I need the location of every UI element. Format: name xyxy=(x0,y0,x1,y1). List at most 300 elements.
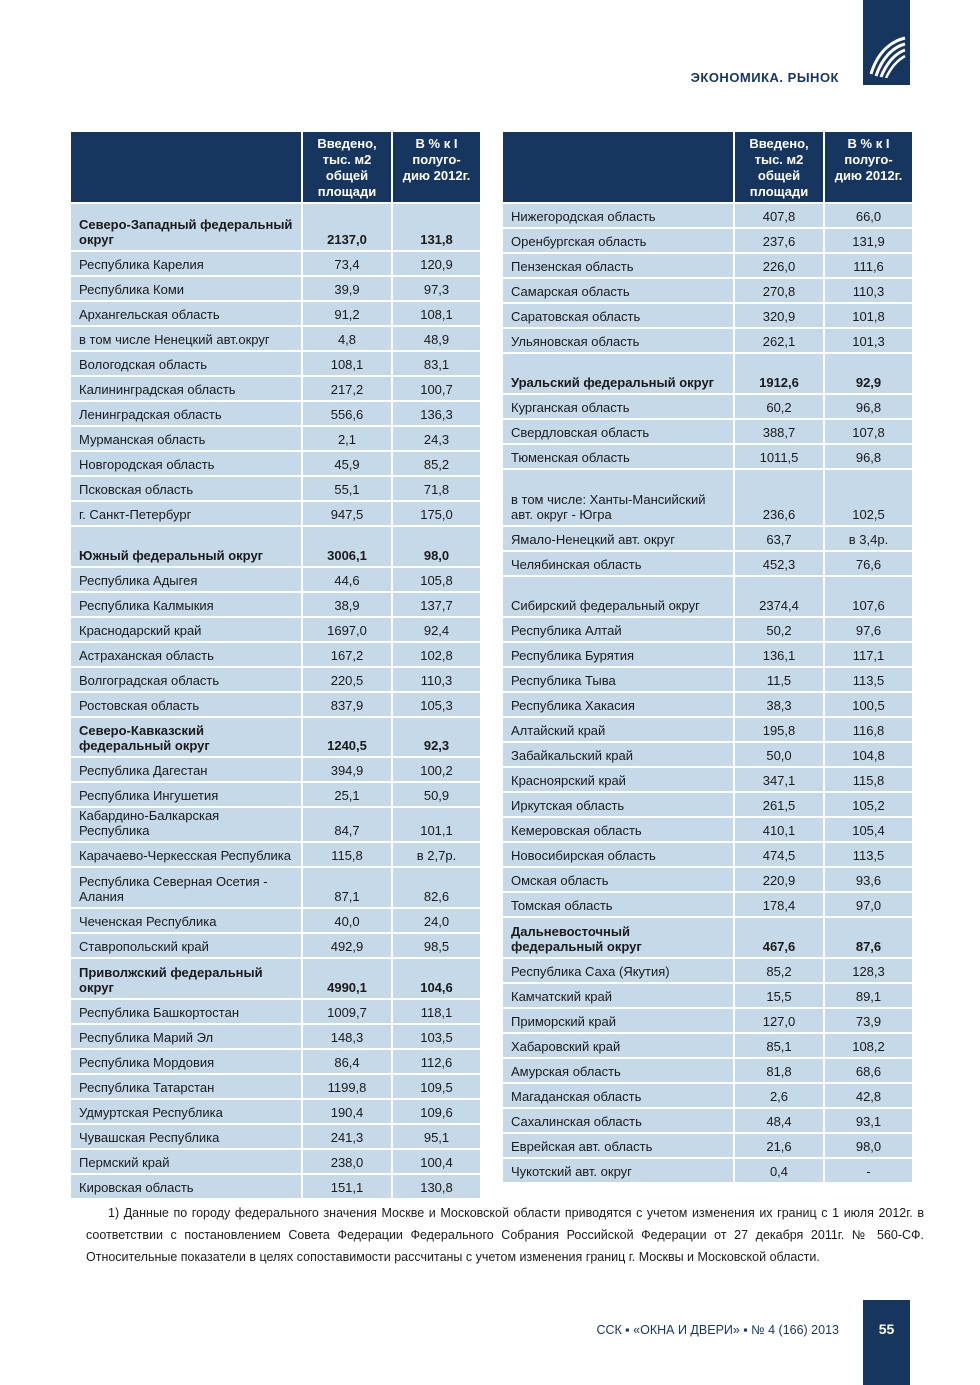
percent-cell: 103,5 xyxy=(393,1025,482,1050)
table-row xyxy=(503,718,914,743)
region-cell: Республика Марий Эл xyxy=(71,1025,303,1050)
table-row xyxy=(503,470,914,527)
region-cell: Республика Калмыкия xyxy=(71,593,303,618)
percent-cell: 108,2 xyxy=(825,1034,914,1059)
region-cell: в том числе: Ханты-Мансийский авт. округ - Югра xyxy=(503,470,735,527)
table-row xyxy=(503,818,914,843)
percent-cell: 109,5 xyxy=(393,1075,482,1100)
percent-cell: 93,6 xyxy=(825,868,914,893)
region-cell: Алтайский край xyxy=(503,718,735,743)
region-cell: Республика Карелия xyxy=(71,252,303,277)
region-cell: Омская область xyxy=(503,868,735,893)
region-cell: Кабардино-Балкарская Республика xyxy=(71,808,303,843)
percent-cell: 130,8 xyxy=(393,1175,482,1200)
region-cell: Карачаево-Черкесская Республика xyxy=(71,843,303,868)
built-cell: 136,1 xyxy=(735,643,825,668)
built-cell: 2374,4 xyxy=(735,577,825,618)
table-row xyxy=(503,527,914,552)
built-cell: 1009,7 xyxy=(303,1000,393,1025)
table-row xyxy=(71,959,482,1000)
region-cell: Республика Хакасия xyxy=(503,693,735,718)
region-cell: Иркутская область xyxy=(503,793,735,818)
table-row xyxy=(503,959,914,984)
table-row xyxy=(71,477,482,502)
built-cell: 84,7 xyxy=(303,808,393,843)
table-row xyxy=(503,893,914,918)
region-cell: Ямало-Ненецкий авт. округ xyxy=(503,527,735,552)
region-cell: Кировская область xyxy=(71,1175,303,1200)
logo xyxy=(863,0,910,85)
built-cell: 55,1 xyxy=(303,477,393,502)
percent-cell: 175,0 xyxy=(393,502,482,527)
built-cell: 1199,8 xyxy=(303,1075,393,1100)
percent-cell: 93,1 xyxy=(825,1109,914,1134)
table-row xyxy=(503,279,914,304)
percent-cell: 97,3 xyxy=(393,277,482,302)
region-cell: Приволжский федеральный округ xyxy=(71,959,303,1000)
table-row xyxy=(71,377,482,402)
region-cell: Республика Татарстан xyxy=(71,1075,303,1100)
region-cell: Чеченская Республика xyxy=(71,909,303,934)
built-cell: 837,9 xyxy=(303,693,393,718)
built-cell: 50,2 xyxy=(735,618,825,643)
footnote: 1) Данные по городу федерального значения Москве и Московской области приводятся с учетом изменения их границ с 1 июля 2012г. в соответствии с постановлением Совета Федерации Федерального Собрания Российской Федерации от 27 декабря 2011г. № 560-СФ. Относительные показатели в целях сопоставимости рассчитаны с учетом изменения границ г. Москвы и Московской области. xyxy=(86,1206,924,1264)
built-cell: 474,5 xyxy=(735,843,825,868)
table-row xyxy=(503,693,914,718)
region-cell: Хабаровский край xyxy=(503,1034,735,1059)
region-cell: Пензенская область xyxy=(503,254,735,279)
right-table xyxy=(503,132,914,1184)
built-cell: 1240,5 xyxy=(303,718,393,758)
percent-cell: 137,7 xyxy=(393,593,482,618)
table-row xyxy=(503,918,914,959)
column-header-built: Введено, тыс. м2 общей площади xyxy=(735,132,825,204)
column-header-region xyxy=(71,132,303,204)
column-header-region xyxy=(503,132,735,204)
region-cell: Астраханская область xyxy=(71,643,303,668)
built-cell: 237,6 xyxy=(735,229,825,254)
built-cell: 347,1 xyxy=(735,768,825,793)
percent-cell: 85,2 xyxy=(393,452,482,477)
table-row xyxy=(503,668,914,693)
table-row xyxy=(503,1009,914,1034)
region-cell: Ростовская область xyxy=(71,693,303,718)
percent-cell: 102,5 xyxy=(825,470,914,527)
built-cell: 63,7 xyxy=(735,527,825,552)
region-cell: Северо-Кавказский федеральный округ xyxy=(71,718,303,758)
column-header-percent: В % к I полуго-дию 2012г. xyxy=(825,132,914,204)
table-row xyxy=(503,329,914,354)
built-cell: 195,8 xyxy=(735,718,825,743)
table-row xyxy=(503,793,914,818)
region-cell: Республика Алтай xyxy=(503,618,735,643)
region-cell: Южный федеральный округ xyxy=(71,527,303,568)
built-cell: 2137,0 xyxy=(303,204,393,252)
built-cell: 410,1 xyxy=(735,818,825,843)
built-cell: 241,3 xyxy=(303,1125,393,1150)
table-row xyxy=(71,352,482,377)
table-row xyxy=(71,1025,482,1050)
region-cell: г. Санкт-Петербург xyxy=(71,502,303,527)
built-cell: 492,9 xyxy=(303,934,393,959)
table-row xyxy=(71,252,482,277)
percent-cell: 101,8 xyxy=(825,304,914,329)
table-row xyxy=(503,354,914,395)
built-cell: 108,1 xyxy=(303,352,393,377)
table-row xyxy=(503,868,914,893)
table-row xyxy=(503,984,914,1009)
table-row xyxy=(71,452,482,477)
percent-cell: 96,8 xyxy=(825,445,914,470)
built-cell: 236,6 xyxy=(735,470,825,527)
table-row xyxy=(71,427,482,452)
built-cell: 556,6 xyxy=(303,402,393,427)
built-cell: 50,0 xyxy=(735,743,825,768)
region-cell: Чукотский авт. округ xyxy=(503,1159,735,1184)
region-cell: Амурская область xyxy=(503,1059,735,1084)
region-cell: Волгоградская область xyxy=(71,668,303,693)
built-cell: 81,8 xyxy=(735,1059,825,1084)
region-cell: Республика Саха (Якутия) xyxy=(503,959,735,984)
percent-cell: 131,8 xyxy=(393,204,482,252)
built-cell: 45,9 xyxy=(303,452,393,477)
region-cell: Республика Коми xyxy=(71,277,303,302)
built-cell: 21,6 xyxy=(735,1134,825,1159)
percent-cell: 83,1 xyxy=(393,352,482,377)
built-cell: 60,2 xyxy=(735,395,825,420)
table-row xyxy=(71,909,482,934)
built-cell: 15,5 xyxy=(735,984,825,1009)
table-row xyxy=(503,768,914,793)
percent-cell: 50,9 xyxy=(393,783,482,808)
percent-cell: 100,2 xyxy=(393,758,482,783)
region-cell: Нижегородская область xyxy=(503,204,735,229)
table-row xyxy=(71,693,482,718)
percent-cell: 98,0 xyxy=(825,1134,914,1159)
built-cell: 320,9 xyxy=(735,304,825,329)
built-cell: 220,9 xyxy=(735,868,825,893)
built-cell: 262,1 xyxy=(735,329,825,354)
built-cell: 217,2 xyxy=(303,377,393,402)
table-row xyxy=(71,668,482,693)
percent-cell: 110,3 xyxy=(393,668,482,693)
table-row xyxy=(503,743,914,768)
region-cell: Ульяновская область xyxy=(503,329,735,354)
built-cell: 38,3 xyxy=(735,693,825,718)
table-row xyxy=(71,1125,482,1150)
percent-cell: 98,5 xyxy=(393,934,482,959)
built-cell: 87,1 xyxy=(303,868,393,909)
logo-swoosh-icon xyxy=(867,34,907,78)
percent-cell: 101,1 xyxy=(393,808,482,843)
percent-cell: 92,9 xyxy=(825,354,914,395)
table-row xyxy=(71,527,482,568)
table-row xyxy=(71,1100,482,1125)
percent-cell: 136,3 xyxy=(393,402,482,427)
percent-cell: 66,0 xyxy=(825,204,914,229)
built-cell: 115,8 xyxy=(303,843,393,868)
left-table xyxy=(71,132,482,1200)
built-cell: 39,9 xyxy=(303,277,393,302)
region-cell: Приморский край xyxy=(503,1009,735,1034)
built-cell: 220,5 xyxy=(303,668,393,693)
percent-cell: 71,8 xyxy=(393,477,482,502)
percent-cell: 113,5 xyxy=(825,843,914,868)
region-cell: Республика Дагестан xyxy=(71,758,303,783)
built-cell: 407,8 xyxy=(735,204,825,229)
percent-cell: 95,1 xyxy=(393,1125,482,1150)
region-cell: Ленинградская область xyxy=(71,402,303,427)
table-row xyxy=(503,1059,914,1084)
region-cell: Ставропольский край xyxy=(71,934,303,959)
percent-cell: 112,6 xyxy=(393,1050,482,1075)
percent-cell: 110,3 xyxy=(825,279,914,304)
built-cell: 25,1 xyxy=(303,783,393,808)
built-cell: 73,4 xyxy=(303,252,393,277)
table-row xyxy=(503,1134,914,1159)
percent-cell: в 3,4р. xyxy=(825,527,914,552)
percent-cell: 128,3 xyxy=(825,959,914,984)
region-cell: в том числе Ненецкий авт.округ xyxy=(71,327,303,352)
table-row xyxy=(71,277,482,302)
region-cell: Краснодарский край xyxy=(71,618,303,643)
percent-cell: 102,8 xyxy=(393,643,482,668)
region-cell: Чувашская Республика xyxy=(71,1125,303,1150)
percent-cell: 107,8 xyxy=(825,420,914,445)
built-cell: 452,3 xyxy=(735,552,825,577)
percent-cell: 118,1 xyxy=(393,1000,482,1025)
percent-cell: 107,6 xyxy=(825,577,914,618)
region-cell: Тюменская область xyxy=(503,445,735,470)
built-cell: 1912,6 xyxy=(735,354,825,395)
percent-cell: 113,5 xyxy=(825,668,914,693)
table-row xyxy=(71,593,482,618)
percent-cell: 115,8 xyxy=(825,768,914,793)
built-cell: 151,1 xyxy=(303,1175,393,1200)
percent-cell: 108,1 xyxy=(393,302,482,327)
built-cell: 226,0 xyxy=(735,254,825,279)
region-cell: Уральский федеральный округ xyxy=(503,354,735,395)
table-row xyxy=(71,618,482,643)
region-cell: Мурманская область xyxy=(71,427,303,452)
percent-cell: 82,6 xyxy=(393,868,482,909)
region-cell: Дальневосточный федеральный округ xyxy=(503,918,735,959)
table-row xyxy=(503,618,914,643)
percent-cell: 131,9 xyxy=(825,229,914,254)
table-row xyxy=(503,577,914,618)
percent-cell: 87,6 xyxy=(825,918,914,959)
region-cell: Самарская область xyxy=(503,279,735,304)
built-cell: 11,5 xyxy=(735,668,825,693)
percent-cell: 100,7 xyxy=(393,377,482,402)
table-row xyxy=(503,254,914,279)
table-row xyxy=(71,204,482,252)
percent-cell: 73,9 xyxy=(825,1009,914,1034)
percent-cell: 48,9 xyxy=(393,327,482,352)
table-row xyxy=(503,843,914,868)
table-row xyxy=(71,402,482,427)
percent-cell: 98,0 xyxy=(393,527,482,568)
table-row xyxy=(71,1175,482,1200)
table-row xyxy=(71,843,482,868)
table-row xyxy=(71,1150,482,1175)
percent-cell: 111,6 xyxy=(825,254,914,279)
percent-cell: 105,8 xyxy=(393,568,482,593)
table-row xyxy=(503,1109,914,1134)
region-cell: Новгородская область xyxy=(71,452,303,477)
region-cell: Саратовская область xyxy=(503,304,735,329)
percent-cell: 120,9 xyxy=(393,252,482,277)
built-cell: 2,1 xyxy=(303,427,393,452)
table-row xyxy=(503,204,914,229)
region-cell: Республика Тыва xyxy=(503,668,735,693)
region-cell: Архангельская область xyxy=(71,302,303,327)
built-cell: 261,5 xyxy=(735,793,825,818)
built-cell: 4,8 xyxy=(303,327,393,352)
table-row xyxy=(71,783,482,808)
percent-cell: в 2,7р. xyxy=(393,843,482,868)
built-cell: 148,3 xyxy=(303,1025,393,1050)
region-cell: Забайкальский край xyxy=(503,743,735,768)
percent-cell: 105,3 xyxy=(393,693,482,718)
table-row xyxy=(503,643,914,668)
table-row xyxy=(71,327,482,352)
region-cell: Челябинская область xyxy=(503,552,735,577)
percent-cell: 104,8 xyxy=(825,743,914,768)
table-row xyxy=(503,395,914,420)
percent-cell: 42,8 xyxy=(825,1084,914,1109)
region-cell: Оренбургская область xyxy=(503,229,735,254)
table-row xyxy=(503,552,914,577)
built-cell: 0,4 xyxy=(735,1159,825,1184)
region-cell: Курганская область xyxy=(503,395,735,420)
built-cell: 48,4 xyxy=(735,1109,825,1134)
table-row xyxy=(71,1050,482,1075)
column-header-built: Введено, тыс. м2 общей площади xyxy=(303,132,393,204)
percent-cell: 105,4 xyxy=(825,818,914,843)
table-row xyxy=(71,718,482,758)
table-row xyxy=(71,502,482,527)
built-cell: 394,9 xyxy=(303,758,393,783)
region-cell: Удмуртская Республика xyxy=(71,1100,303,1125)
table-row xyxy=(71,758,482,783)
table-row xyxy=(503,304,914,329)
percent-cell: 97,6 xyxy=(825,618,914,643)
built-cell: 4990,1 xyxy=(303,959,393,1000)
region-cell: Новосибирская область xyxy=(503,843,735,868)
built-cell: 388,7 xyxy=(735,420,825,445)
region-cell: Красноярский край xyxy=(503,768,735,793)
built-cell: 947,5 xyxy=(303,502,393,527)
built-cell: 190,4 xyxy=(303,1100,393,1125)
percent-cell: 116,8 xyxy=(825,718,914,743)
table-row xyxy=(503,1159,914,1184)
page-number: 55 xyxy=(878,1321,895,1337)
built-cell: 38,9 xyxy=(303,593,393,618)
table-row xyxy=(71,808,482,843)
built-cell: 178,4 xyxy=(735,893,825,918)
built-cell: 44,6 xyxy=(303,568,393,593)
table-row xyxy=(503,445,914,470)
table-row xyxy=(71,934,482,959)
region-cell: Магаданская область xyxy=(503,1084,735,1109)
built-cell: 40,0 xyxy=(303,909,393,934)
built-cell: 85,2 xyxy=(735,959,825,984)
table-row xyxy=(503,1084,914,1109)
region-cell: Томская область xyxy=(503,893,735,918)
region-cell: Республика Мордовия xyxy=(71,1050,303,1075)
percent-cell: 104,6 xyxy=(393,959,482,1000)
region-cell: Республика Бурятия xyxy=(503,643,735,668)
table-row xyxy=(71,868,482,909)
built-cell: 167,2 xyxy=(303,643,393,668)
percent-cell: - xyxy=(825,1159,914,1184)
table-row xyxy=(503,1034,914,1059)
table-row xyxy=(71,568,482,593)
built-cell: 1697,0 xyxy=(303,618,393,643)
region-cell: Сахалинская область xyxy=(503,1109,735,1134)
percent-cell: 105,2 xyxy=(825,793,914,818)
region-cell: Камчатский край xyxy=(503,984,735,1009)
region-cell: Вологодская область xyxy=(71,352,303,377)
percent-cell: 117,1 xyxy=(825,643,914,668)
percent-cell: 68,6 xyxy=(825,1059,914,1084)
column-header-percent: В % к I полуго-дию 2012г. xyxy=(393,132,482,204)
region-cell: Псковская область xyxy=(71,477,303,502)
region-cell: Северо-Западный федеральный округ xyxy=(71,204,303,252)
region-cell: Пермский край xyxy=(71,1150,303,1175)
percent-cell: 97,0 xyxy=(825,893,914,918)
region-cell: Сибирский федеральный округ xyxy=(503,577,735,618)
built-cell: 270,8 xyxy=(735,279,825,304)
page-number-box xyxy=(863,1300,910,1385)
percent-cell: 100,4 xyxy=(393,1150,482,1175)
region-cell: Республика Адыгея xyxy=(71,568,303,593)
region-cell: Калининградская область xyxy=(71,377,303,402)
table-row xyxy=(71,1075,482,1100)
built-cell: 91,2 xyxy=(303,302,393,327)
built-cell: 127,0 xyxy=(735,1009,825,1034)
built-cell: 467,6 xyxy=(735,918,825,959)
percent-cell: 109,6 xyxy=(393,1100,482,1125)
built-cell: 2,6 xyxy=(735,1084,825,1109)
percent-cell: 96,8 xyxy=(825,395,914,420)
percent-cell: 101,3 xyxy=(825,329,914,354)
built-cell: 85,1 xyxy=(735,1034,825,1059)
region-cell: Еврейская авт. область xyxy=(503,1134,735,1159)
table-row xyxy=(71,302,482,327)
journal-footer: ССК ▪ «ОКНА И ДВЕРИ» ▪ № 4 (166) 2013 xyxy=(596,1323,839,1337)
table-row xyxy=(71,643,482,668)
region-cell: Кемеровская область xyxy=(503,818,735,843)
percent-cell: 24,0 xyxy=(393,909,482,934)
region-cell: Республика Северная Осетия - Алания xyxy=(71,868,303,909)
built-cell: 86,4 xyxy=(303,1050,393,1075)
percent-cell: 92,3 xyxy=(393,718,482,758)
table-row xyxy=(71,1000,482,1025)
region-cell: Республика Ингушетия xyxy=(71,783,303,808)
region-cell: Свердловская область xyxy=(503,420,735,445)
table-row xyxy=(503,229,914,254)
percent-cell: 89,1 xyxy=(825,984,914,1009)
built-cell: 1011,5 xyxy=(735,445,825,470)
section-title: ЭКОНОМИКА. РЫНОК xyxy=(690,70,839,85)
built-cell: 238,0 xyxy=(303,1150,393,1175)
table-row xyxy=(503,420,914,445)
built-cell: 3006,1 xyxy=(303,527,393,568)
percent-cell: 24,3 xyxy=(393,427,482,452)
percent-cell: 92,4 xyxy=(393,618,482,643)
